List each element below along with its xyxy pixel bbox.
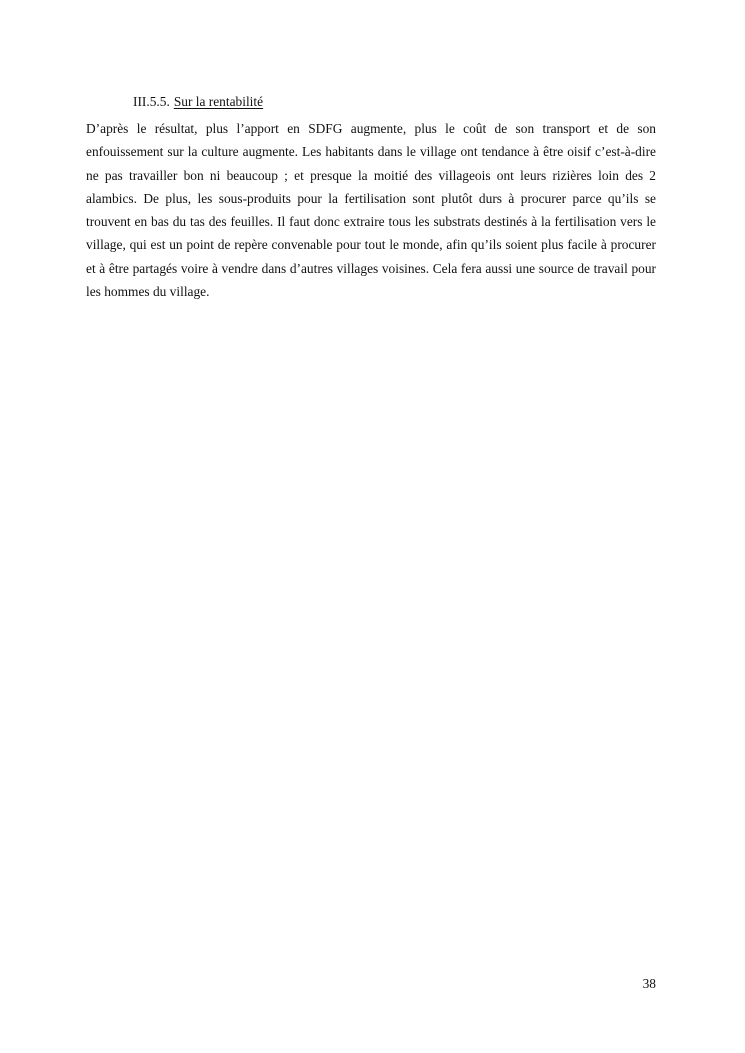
body-paragraph: D’après le résultat, plus l’apport en SDFG augmente, plus le coût de son transport et de son enfouissement sur la culture augmente. Les habitants dans le village ont tendance à être oisif c’est-à-dire ne pas travailler bon ni beaucoup ; et presque la moitié des villageois ont leurs rizières loin des 2 alambics. De plus, les sous-produits pour la fertilisation sont plutôt durs à procurer parce qu’ils se trouvent en bas du tas des feuilles. Il faut donc extraire tous les substrats destinés à la fertilisation vers le village, qui est un point de repère convenable pour tout le monde, afin qu’ils soient plus facile à procurer et à être partagés voire à vendre dans d’autres villages voisines. Cela fera aussi une source de travail pour les hommes du village. <box>86 121 656 300</box>
section-number: III.5.5. <box>133 94 170 109</box>
page-number: 38 <box>642 976 656 991</box>
section-title: Sur la rentabilité <box>173 94 264 109</box>
section-heading <box>133 93 263 111</box>
